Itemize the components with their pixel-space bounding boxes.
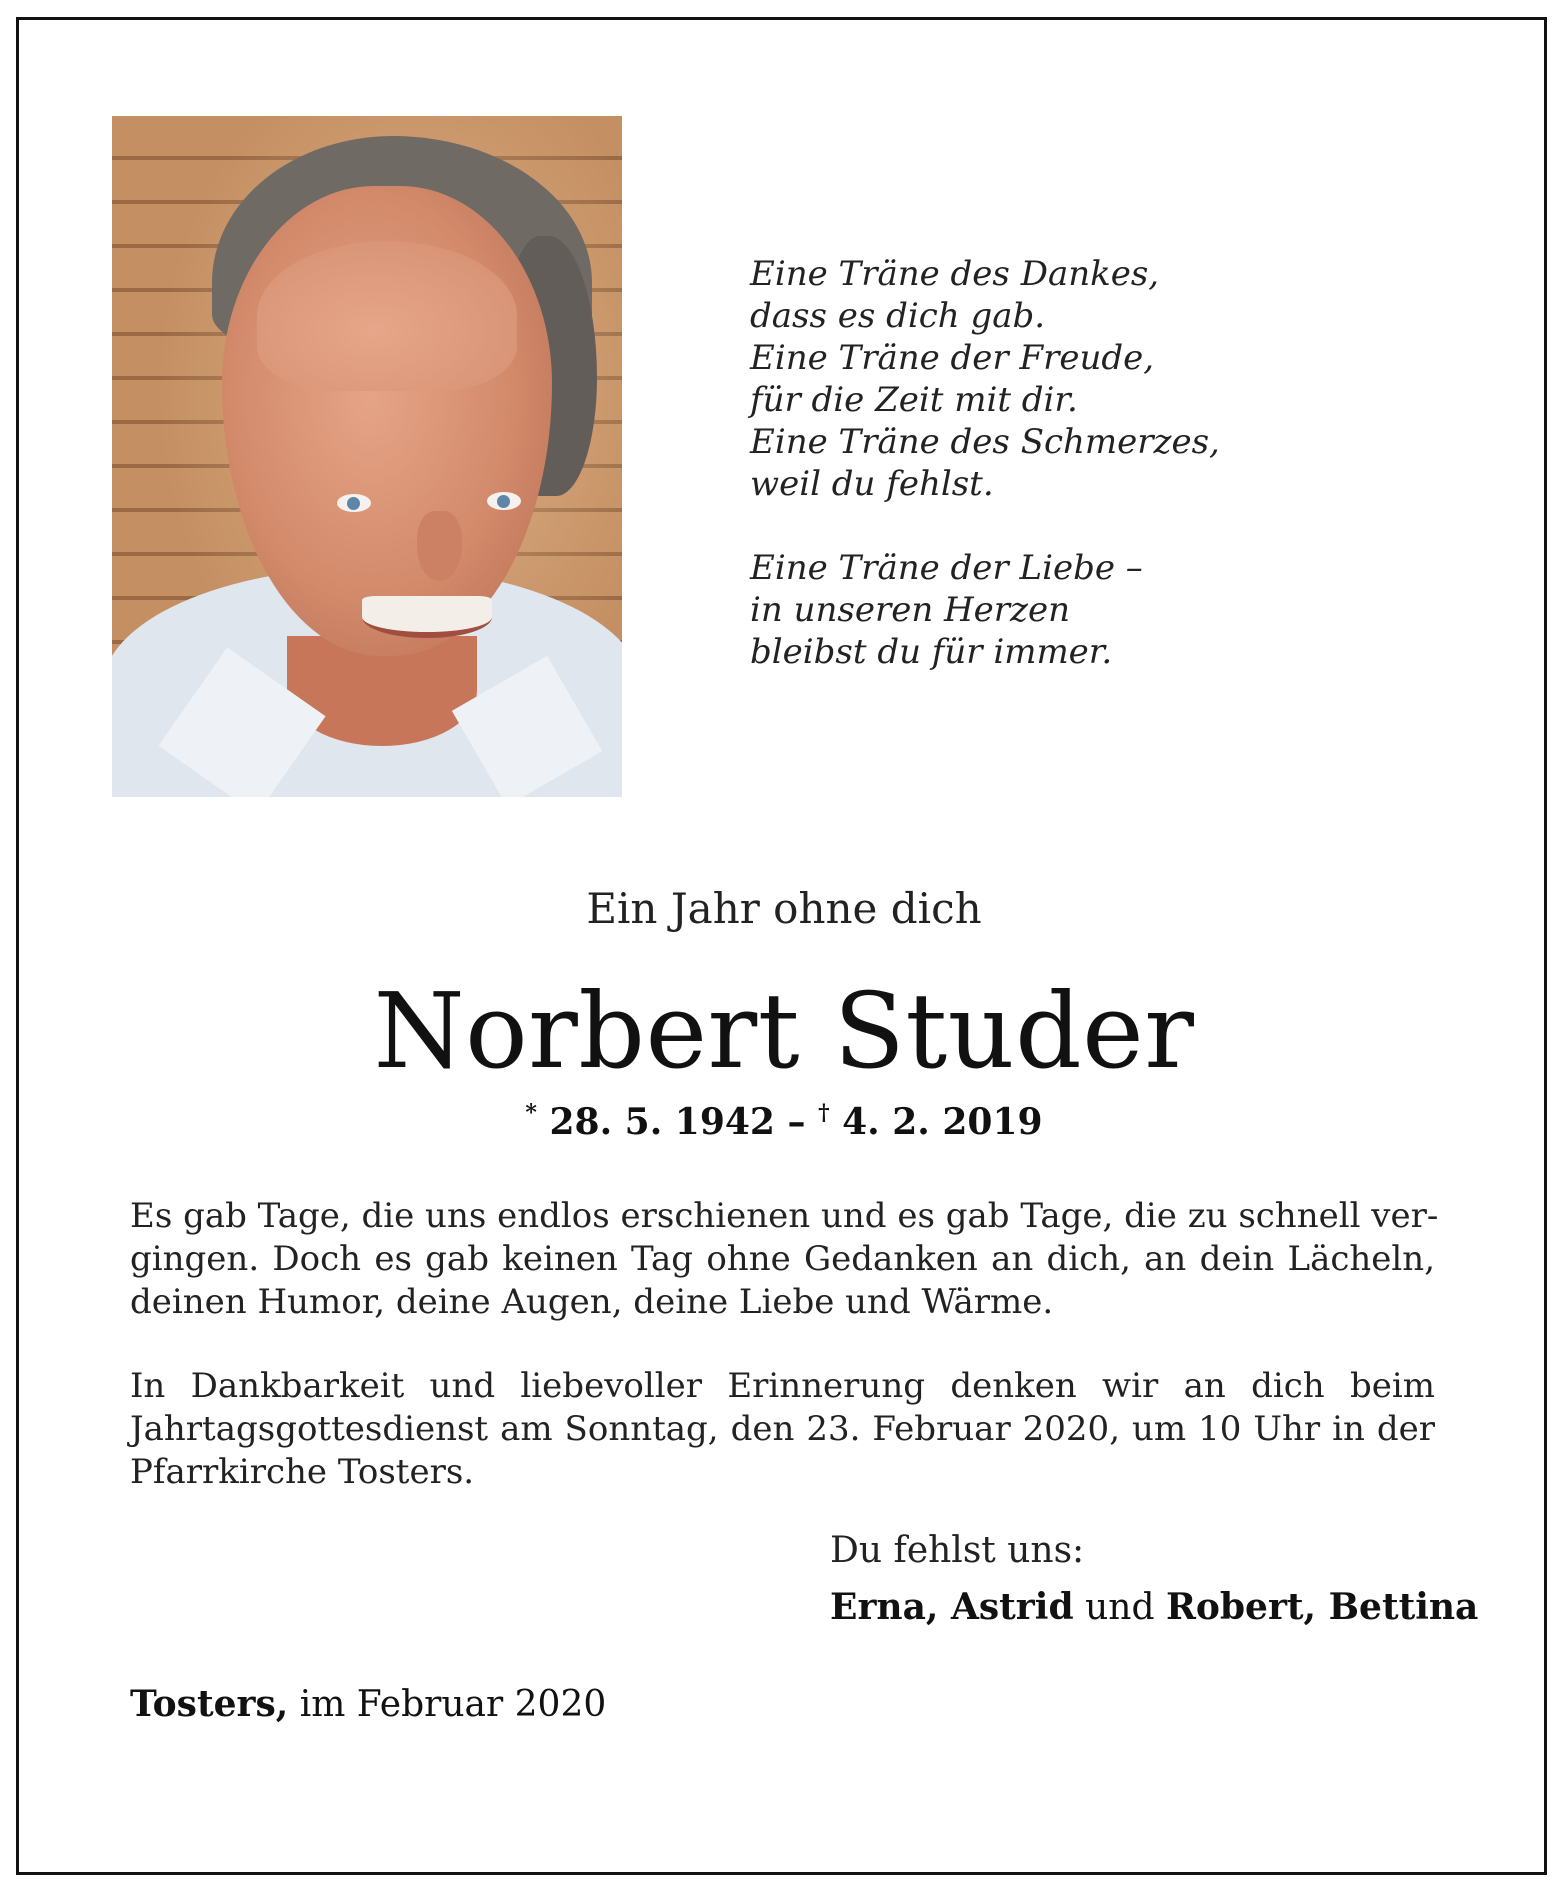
paragraph-line: deinen Humor, deine Augen, deine Liebe und Wärme. xyxy=(130,1282,1054,1322)
life-dates xyxy=(0,1100,1568,1143)
family-connector: und xyxy=(1073,1587,1166,1628)
place-date xyxy=(130,1683,606,1725)
service-paragraph xyxy=(130,1365,1435,1494)
death-symbol: † xyxy=(818,1100,830,1126)
death-date: 4. 2. 2019 xyxy=(842,1101,1043,1143)
poem-line: bleibst du für immer. xyxy=(750,632,1113,672)
paragraph-line: gingen. Doch es gab keinen Tag ohne Gedanken an dich, an dein Lächeln, xyxy=(130,1239,1435,1279)
poem-line: Eine Träne des Dankes, xyxy=(750,254,1160,294)
paragraph-line: In Dankbarkeit und liebevoller Erinnerung denken wir an dich beim xyxy=(130,1366,1435,1406)
poem-line: Eine Träne der Liebe – xyxy=(750,548,1143,588)
signature-label: Du fehlst uns: xyxy=(830,1530,1085,1571)
place-town: Tosters, xyxy=(130,1683,289,1725)
birth-date: 28. 5. 1942 xyxy=(549,1101,775,1143)
paragraph-line: Jahrtagsgottesdienst am Sonntag, den 23. Februar 2020, um 10 Uhr in der xyxy=(130,1409,1435,1449)
family-names-b: Robert, Bettina xyxy=(1165,1586,1479,1628)
poem-line: Eine Träne der Freude, xyxy=(750,338,1155,378)
memorial-poem xyxy=(750,253,1390,673)
poem-line: Eine Träne des Schmerzes, xyxy=(750,422,1220,462)
subtitle: Ein Jahr ohne dich xyxy=(586,884,982,933)
family-names-a: Erna, Astrid xyxy=(830,1586,1074,1628)
place-month: im Februar 2020 xyxy=(288,1684,607,1725)
poem-line: weil du fehlst. xyxy=(750,464,994,504)
poem-line: in unseren Herzen xyxy=(750,590,1070,630)
date-separator: – xyxy=(787,1101,806,1143)
birth-symbol: * xyxy=(525,1100,537,1126)
deceased-name: Norbert Studer xyxy=(373,970,1195,1092)
family-names xyxy=(830,1586,1478,1628)
poem-line: dass es dich gab. xyxy=(750,296,1046,336)
paragraph-line: Es gab Tage, die uns endlos erschienen und es gab Tage, die zu schnell ver- xyxy=(130,1196,1439,1236)
memorial-paragraph xyxy=(130,1195,1439,1324)
portrait-photo xyxy=(112,116,622,797)
poem-line: für die Zeit mit dir. xyxy=(750,380,1078,420)
paragraph-line: Pfarrkirche Tosters. xyxy=(130,1452,475,1492)
